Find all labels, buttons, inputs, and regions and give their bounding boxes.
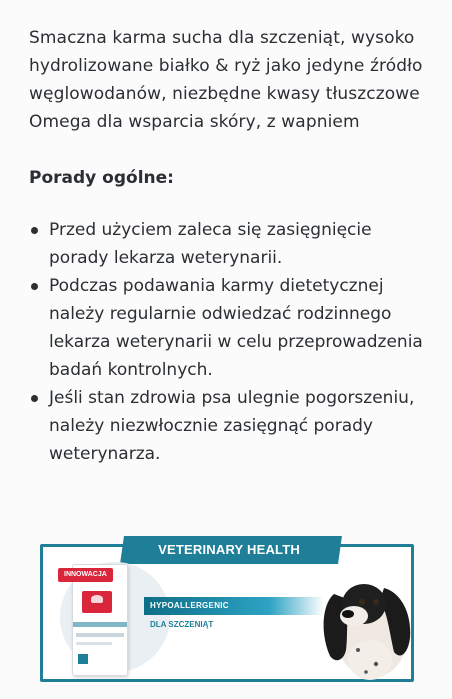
puppy-tag: DLA SZCZENIĄT xyxy=(150,620,214,629)
bag-stripe xyxy=(73,622,127,627)
innovation-badge: INNOWACJA xyxy=(58,568,113,582)
list-item-text: Jeśli stan zdrowia psa ulegnie pogorszeniu, należy niezwłocznie zasięgnąć porady weterynarza. xyxy=(49,388,415,464)
bullet-icon xyxy=(31,283,38,290)
bag-label-secondary xyxy=(76,642,112,645)
bag-label xyxy=(76,633,124,637)
list-item xyxy=(29,216,429,272)
bullet-icon xyxy=(31,395,38,402)
bullet-icon xyxy=(31,227,38,234)
bag-window xyxy=(78,654,88,664)
hypoallergenic-tag: HYPOALLERGENIC xyxy=(144,597,324,615)
product-description-section xyxy=(29,24,429,468)
general-advice-list xyxy=(29,216,429,468)
royal-canin-logo-icon xyxy=(82,591,112,613)
puppy-image xyxy=(314,564,416,682)
product-description: Smaczna karma sucha dla szczeniąt, wysoko hydrolizowane białko & ryż jako jedyne źródło węglowodanów, niezbędne kwasy tłuszczowe Omega dla wsparcia skóry, z wapniem xyxy=(29,28,423,132)
general-advice-heading: Porady ogólne: xyxy=(29,168,174,188)
vet-nutrition-banner xyxy=(38,536,416,684)
banner-title-text: VETERINARY HEALTH NUTRITION xyxy=(158,542,300,585)
banner-title xyxy=(120,536,342,585)
list-item xyxy=(29,384,429,468)
list-item-text: Przed użyciem zaleca się zasięgnięcie porady lekarza weterynarii. xyxy=(49,220,372,268)
list-item xyxy=(29,272,429,384)
list-item-text: Podczas podawania karmy dietetycznej należy regularnie odwiedzać rodzinnego lekarza weterynarii w celu przeprowadzenia badań kontrolnych. xyxy=(49,276,423,380)
